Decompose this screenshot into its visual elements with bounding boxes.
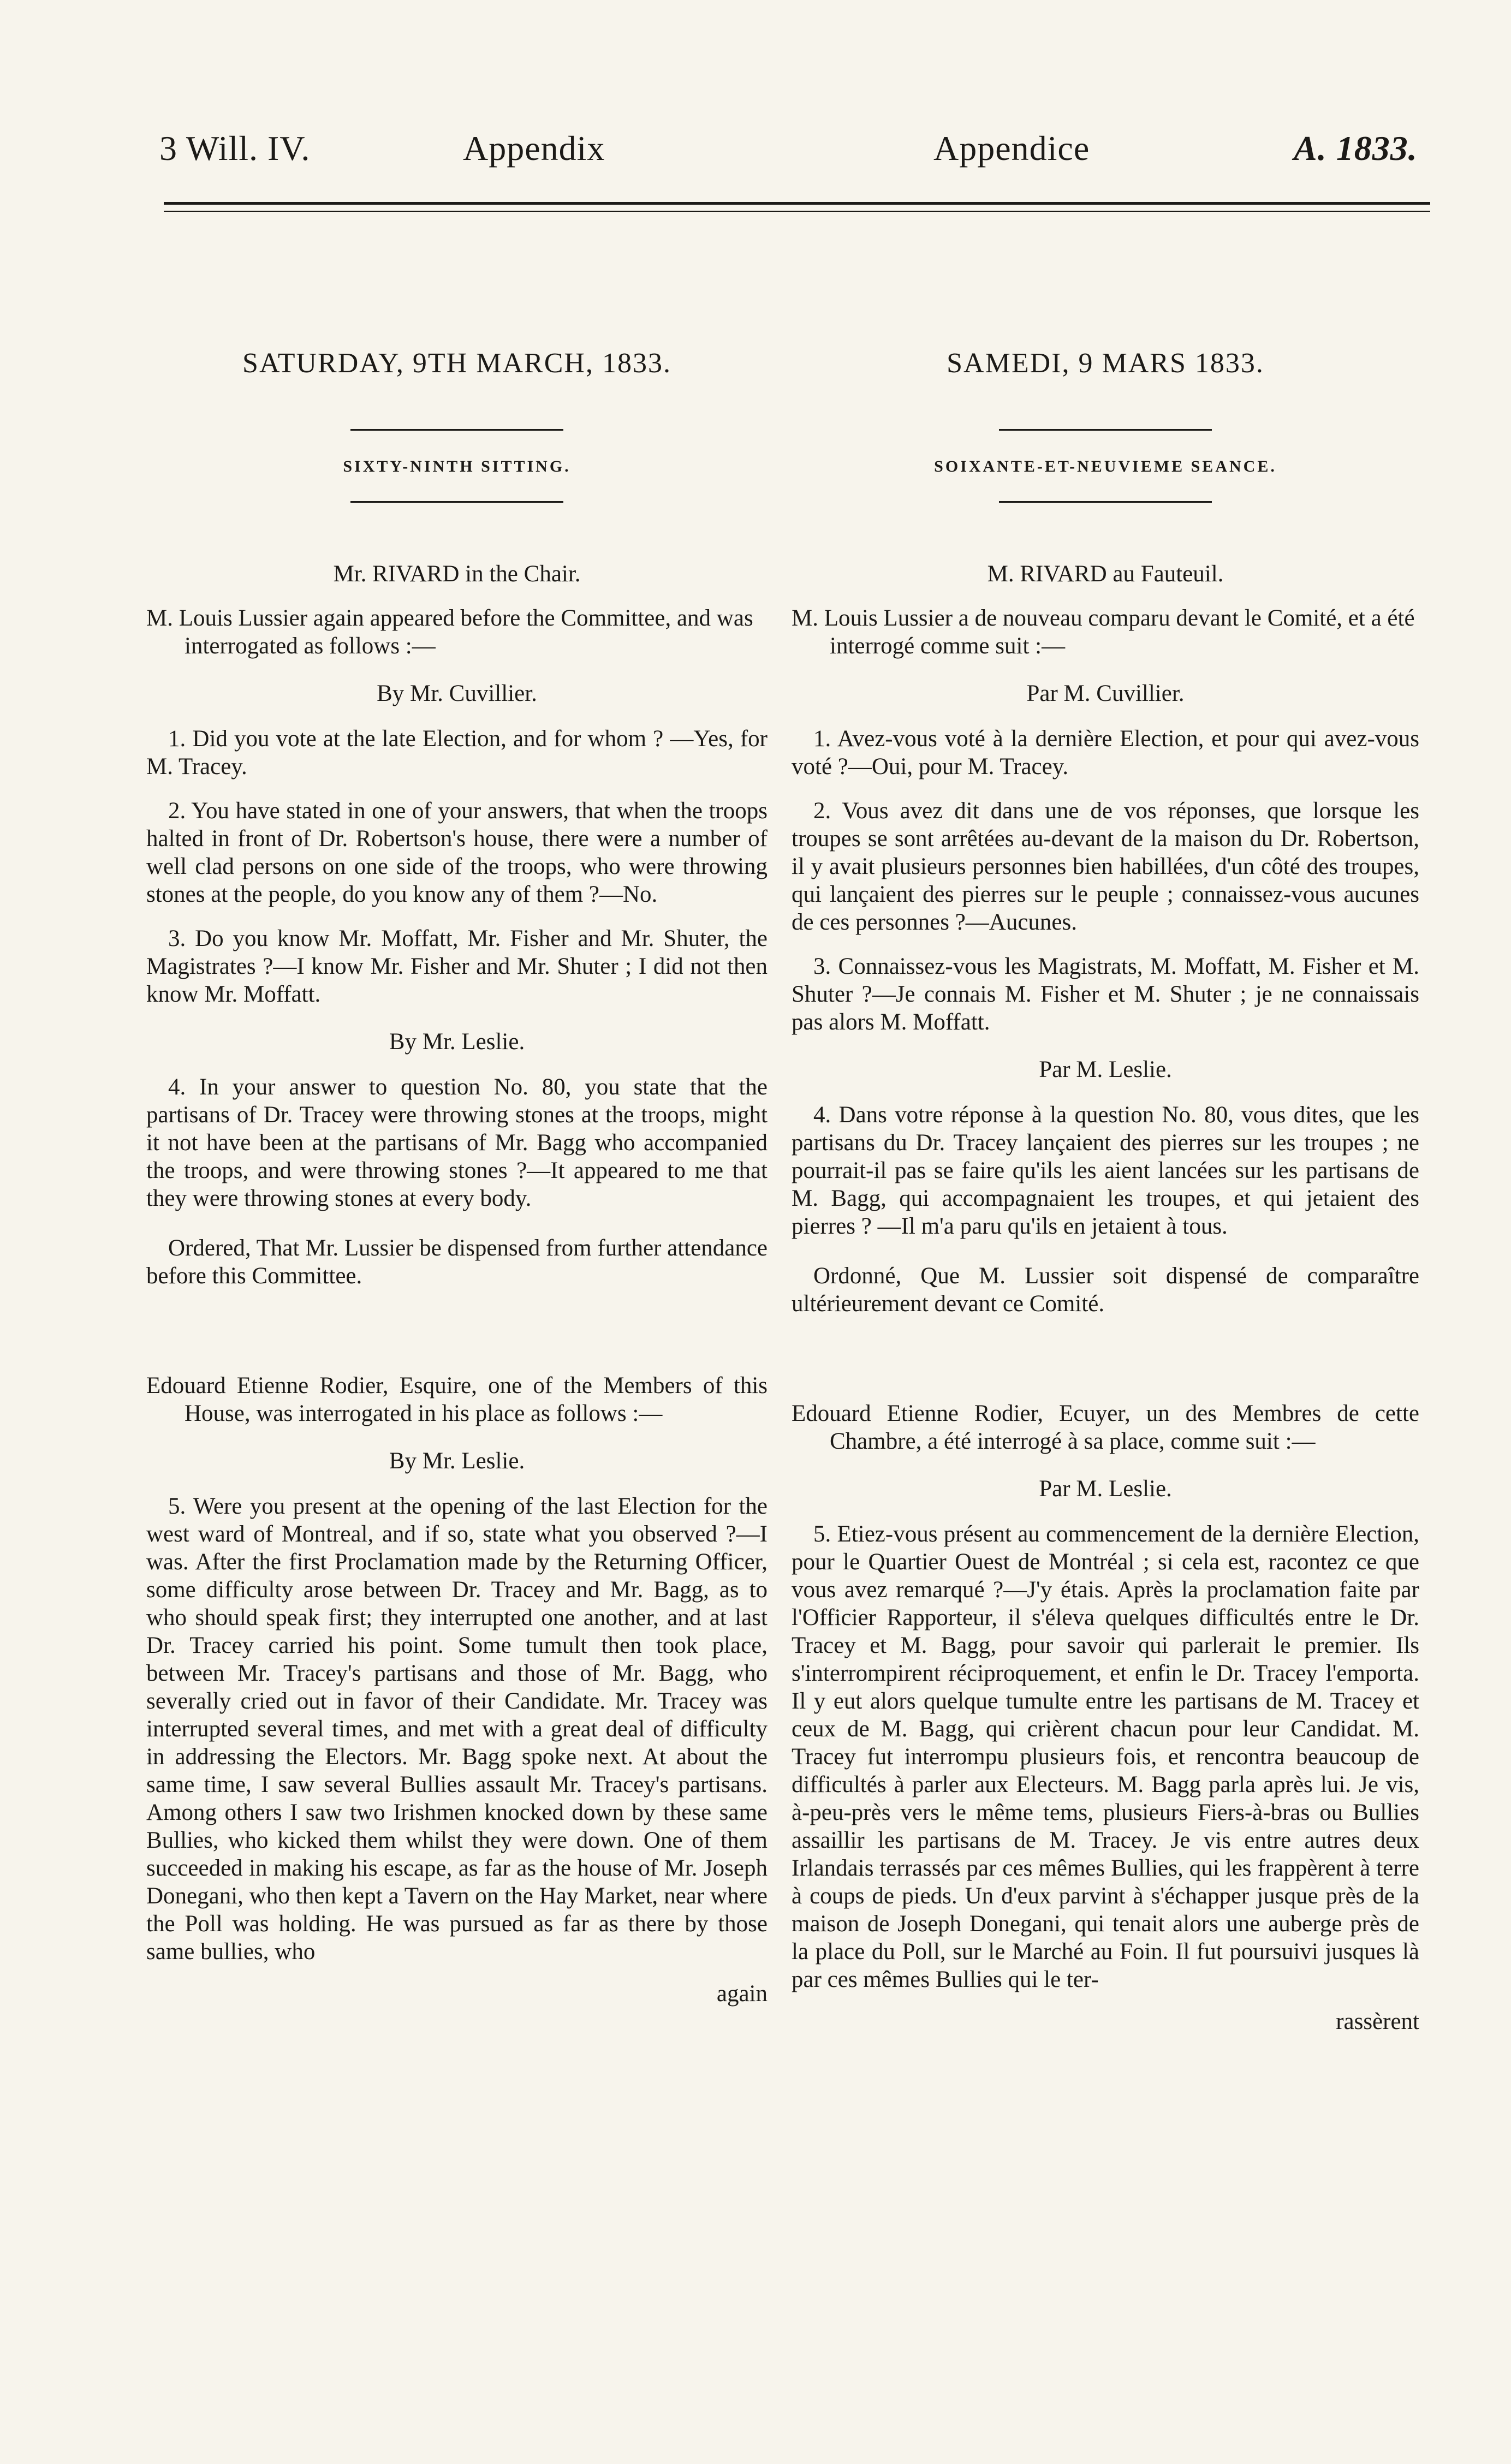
question-5-en: 5. Were you present at the opening of the last Election for the west ward of Montreal, and if so, state what you observed ?—I was. After the first Proclamation made by the Returning Officer, some difficulty arose between Dr. Tracey and Mr. Bagg, as to who should speak first; they interrupted one another, and at last Dr. Tracey carried his point. Some tumult then took place, between Mr. Tracey's partisans and those of Mr. Bagg, who severally cried out in favor of their Candidate. Mr. Tracey was interrupted several times, and met with a great deal of difficulty in addressing the Electors. Mr. Bagg spoke next. At about the same time, I saw several Bullies assault Mr. Tracey's partisans. Among others I saw two Irishmen knocked down by these same Bullies, who kicked them whilst they were down. One of them succeeded in making his escape, as far as the house of Mr. Joseph Donegani, who then kept a Tavern on the Hay Market, near where the Poll was holding. He was pursued as far as there by those same bullies, who: [146, 1493, 768, 1965]
question-4-fr: 4. Dans votre réponse à la question No. 80, vous dites, que les partisans du Dr. Tracey lançaient des pierres sur les troupes ; ne pourrait-il pas se faire qu'ils les aient lancées sur les partisans de M. Bagg, qui accompagnaient les troupes, et qui jetaient des pierres ? —Il m'a paru qu'ils en jetaient à tous.: [792, 1102, 1419, 1239]
divider: [999, 501, 1212, 503]
french-column: [792, 328, 1419, 2036]
chair-line-en: Mr. RIVARD in the Chair.: [333, 561, 581, 587]
examiner-heading-fr: Par M. Cuvillier.: [1026, 681, 1185, 706]
question-5-fr: 5. Etiez-vous présent au commencement de la dernière Election, pour le Quartier Ouest de Montréal ; si cela est, racontez ce que vous avez remarqué ?—J'y étais. Après la proclamation faite par l'Officier Rapporteur, il s'éleva quelques difficultés entre le Dr. Tracey et M. Bagg, pour savoir qui parlerait le premier. Ils s'interrompirent réciproquement, et enfin le Dr. Tracey l'emporta. Il y eut alors quelque tumulte entre les partisans de M. Tracey et ceux de M. Bagg, qui crièrent chacun pour leur Candidat. M. Tracey fut interrompu plusieurs fois, et rencontra beaucoup de difficultés à parler aux Electeurs. M. Bagg parla après lui. Je vis, à-peu-près vers le même tems, plusieurs Fiers-à-bras ou Bullies assaillir les partisans de M. Tracey. Je vis entre autres deux Irlandais terrassés par ces mêmes Bullies, qui les frappèrent à terre à coups de pieds. Un d'eux parvint à s'échapper jusque près de la maison de Joseph Donegani, qui tenait alors une auberge près de la place du Poll, sur le Marché au Foin. Il fut poursuivi jusques là par ces mêmes Bullies qui le ter-: [792, 1521, 1419, 1992]
header-rule-thick: [164, 202, 1430, 205]
header-appendix-fr: Appendice: [933, 129, 1090, 168]
header-session: 3 Will. IV.: [159, 129, 311, 168]
catchword-fr: rassèrent: [1336, 2009, 1419, 2034]
examiner-heading-fr: Par M. Leslie.: [1039, 1057, 1172, 1082]
examiner-heading-en: By Mr. Leslie.: [389, 1448, 525, 1474]
question-3-fr: 3. Connaissez-vous les Magistrats, M. Moffatt, M. Fisher et M. Shuter ?—Je connais M. Fisher et M. Shuter ; je ne connaissais pas alors M. Moffatt.: [792, 954, 1419, 1035]
examiner-heading-en: By Mr. Leslie.: [389, 1029, 525, 1055]
order-en: Ordered, That Mr. Lussier be dispensed from further attendance before this Committee.: [146, 1235, 768, 1289]
catchword-en: again: [716, 1981, 768, 2007]
witness-intro-fr: M. Louis Lussier a de nouveau comparu devant le Comité, et a été interrogé comme suit :—: [792, 605, 1415, 659]
sitting-heading-fr: SOIXANTE-ET-NEUVIEME SEANCE.: [934, 457, 1277, 475]
question-2-fr: 2. Vous avez dit dans une de vos réponses, que lorsque les troupes se sont arrêtées au-devant de la maison du Dr. Robertson, il y avait plusieurs personnes bien habillées, d'un côté des troupes, qui lançaient des pierres sur le peuple ; connaissez-vous aucunes de ces personnes ?—Aucunes.: [792, 798, 1419, 935]
question-1-en: 1. Did you vote at the late Election, and for whom ? —Yes, for M. Tracey.: [146, 726, 768, 779]
chair-line-fr: M. RIVARD au Fauteuil.: [987, 561, 1224, 587]
examiner-heading-en: By Mr. Cuvillier.: [377, 681, 537, 706]
sitting-heading-en: SIXTY-NINTH SITTING.: [343, 457, 571, 475]
header-rule-thin: [164, 211, 1430, 212]
divider: [999, 429, 1212, 431]
witness-intro-en: M. Louis Lussier again appeared before the Committee, and was interrogated as follows :—: [146, 605, 753, 659]
question-3-en: 3. Do you know Mr. Moffatt, Mr. Fisher and Mr. Shuter, the Magistrates ?—I know Mr. Fisher and Mr. Shuter ; I did not then know Mr. Moffatt.: [146, 926, 768, 1007]
witness-intro-rodier-fr: Edouard Etienne Rodier, Ecuyer, un des Membres de cette Chambre, a été interrogé à sa place, comme suit :—: [792, 1401, 1419, 1454]
question-4-en: 4. In your answer to question No. 80, you state that the partisans of Dr. Tracey were throwing stones at the troops, might it not have been at the partisans of Mr. Bagg who accompanied the troops, and were throwing stones ?—It appeared to me that they were throwing stones at every body.: [146, 1074, 768, 1211]
date-heading-fr: SAMEDI, 9 MARS 1833.: [947, 348, 1264, 379]
witness-intro-rodier-en: Edouard Etienne Rodier, Esquire, one of the Members of this House, was interrogated in his place as follows :—: [146, 1373, 768, 1426]
english-column: [146, 328, 768, 2008]
order-fr: Ordonné, Que M. Lussier soit dispensé de comparaître ultérieurement devant ce Comité.: [792, 1263, 1419, 1317]
divider: [350, 501, 563, 503]
question-2-en: 2. You have stated in one of your answers, that when the troops halted in front of Dr. Robertson's house, there were a number of well clad persons on one side of the troops, who were throwing stones at the people, do you know any of them ?—No.: [146, 798, 768, 907]
examiner-heading-fr: Par M. Leslie.: [1039, 1476, 1172, 1502]
question-1-fr: 1. Avez-vous voté à la dernière Election, et pour qui avez-vous voté ?—Oui, pour M. Tracey.: [792, 726, 1419, 779]
header-year: A. 1833.: [1294, 129, 1418, 168]
date-heading-en: SATURDAY, 9TH MARCH, 1833.: [242, 348, 671, 379]
running-header: [0, 0, 1511, 218]
header-appendix-en: Appendix: [463, 129, 605, 168]
divider: [350, 429, 563, 431]
